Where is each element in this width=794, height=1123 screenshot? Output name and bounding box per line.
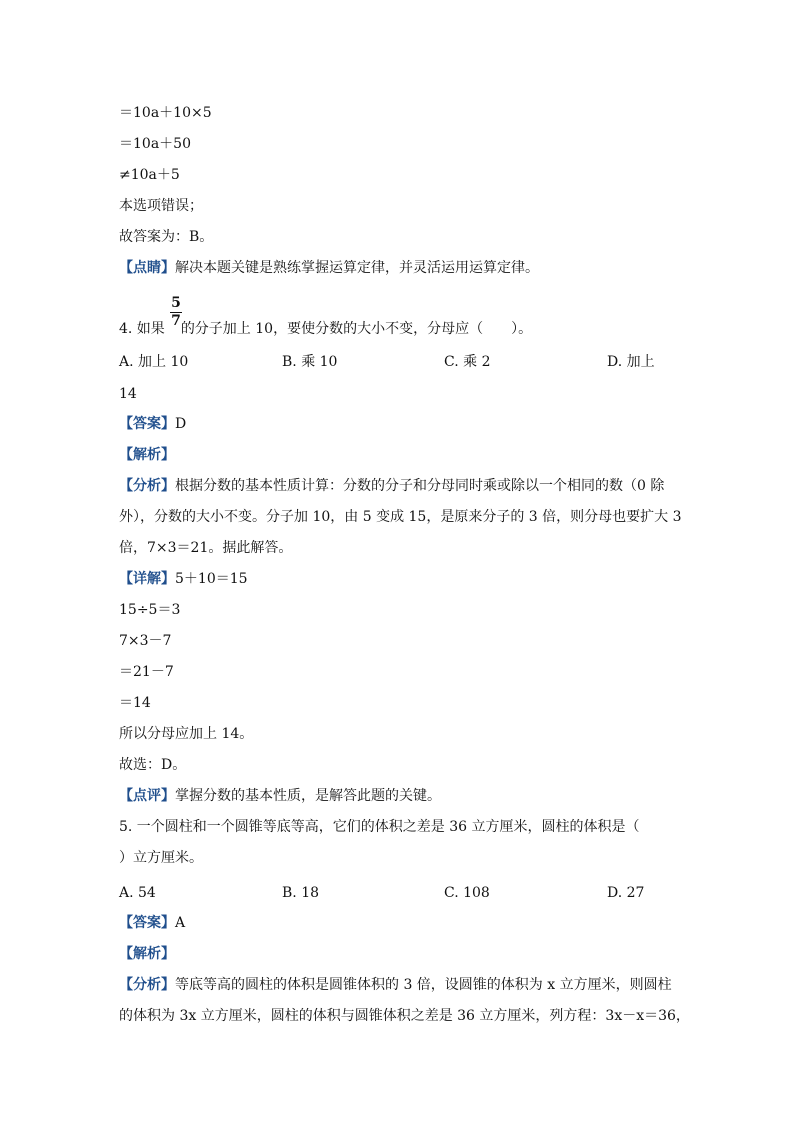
q5-jiexi (119, 945, 175, 963)
q4-dianping (119, 787, 441, 805)
q4-xiangjie-line-2: 15÷5＝3 (119, 602, 181, 618)
q5-fenxi-line-2: 的体积为 3x 立方厘米，圆柱的体积与圆锥体积之差是 36 立方厘米，列方程：3x－x＝36， (119, 1008, 690, 1024)
q3-dianjing (119, 259, 539, 277)
q4-xiangjie-line-5: ＝14 (119, 695, 151, 711)
q5-option-c: C. 108 (444, 885, 490, 901)
q5-stem-line-1: 5. 一个圆柱和一个圆锥等底等高，它们的体积之差是 36 立方厘米，圆柱的体积是（ (119, 819, 640, 835)
jiexi-tag: 【解析】 (119, 946, 175, 962)
q4-option-d: D. 加上 (607, 354, 655, 370)
q4-fenxi-line-3: 倍，7×3＝21。据此解答。 (119, 540, 293, 556)
fenxi-text-1: 等底等高的圆柱的体积是圆锥体积的 3 倍，设圆锥的体积为 x 立方厘米，则圆柱 (175, 977, 672, 993)
q4-answer (119, 415, 186, 433)
q4-stem-prefix: 4. 如果 (119, 321, 165, 337)
q4-xiangjie-line-6: 所以分母应加上 14。 (119, 726, 254, 742)
answer-tag: 【答案】 (119, 416, 175, 432)
q5-stem-line-2: ）立方厘米。 (119, 850, 203, 866)
q3-step-line-1: ＝10a＋10×5 (119, 105, 212, 121)
fenxi-tag: 【分析】 (119, 977, 175, 993)
dianjing-text: 解决本题关键是熟练掌握运算定律，并灵活运用运算定律。 (175, 260, 539, 276)
q5-fenxi-line-1 (119, 976, 672, 994)
q4-fenxi-line-1 (119, 477, 664, 495)
answer-value: A (175, 915, 186, 931)
q4-xiangjie-line-3: 7×3－7 (119, 633, 172, 649)
q3-conclusion: 本选项错误； (119, 198, 203, 214)
q4-xiangjie-line-7: 故选：D。 (119, 757, 187, 773)
dianjing-tag: 【点睛】 (119, 260, 175, 276)
fenxi-text-1: 根据分数的基本性质计算：分数的分子和分母同时乘或除以一个相同的数（0 除 (175, 478, 665, 494)
q5-answer (119, 914, 185, 932)
q5-option-b: B. 18 (282, 885, 320, 901)
xiangjie-text-1: 5＋10＝15 (175, 571, 248, 587)
q3-step-line-2: ＝10a＋50 (119, 136, 191, 152)
q4-option-b: B. 乘 10 (282, 354, 338, 370)
q4-option-a: A. 加上 10 (119, 354, 189, 370)
q4-stem-suffix: 的分子加上 10，要使分数的大小不变，分母应（ ）。 (180, 321, 533, 337)
answer-tag: 【答案】 (119, 915, 175, 931)
dianping-tag: 【点评】 (119, 788, 175, 804)
q5-option-a: A. 54 (119, 885, 156, 901)
dianping-text: 掌握分数的基本性质，是解答此题的关键。 (175, 788, 441, 804)
q4-fenxi-line-2: 外），分数的大小不变。分子加 10，由 5 变成 15，是原来分子的 3 倍，则分母也要扩大 3 (119, 509, 682, 525)
q4-xiangjie-line-4: ＝21－7 (119, 664, 174, 680)
q4-option-c: C. 乘 2 (444, 354, 491, 370)
q4-option-d-cont: 14 (119, 386, 137, 402)
xiangjie-tag: 【详解】 (119, 571, 175, 587)
q4-jiexi (119, 446, 175, 464)
fraction-denominator: 7 (171, 313, 181, 329)
q4-stem (119, 320, 532, 338)
fenxi-tag: 【分析】 (119, 478, 175, 494)
jiexi-tag: 【解析】 (119, 447, 175, 463)
q4-xiangjie-line-1 (119, 570, 248, 588)
q3-answer-line: 故答案为：B。 (119, 229, 214, 245)
q5-option-d: D. 27 (607, 885, 645, 901)
answer-value: D (175, 416, 187, 432)
q3-step-line-3: ≠10a＋5 (119, 167, 180, 183)
fraction-numerator: 5 (171, 295, 181, 311)
